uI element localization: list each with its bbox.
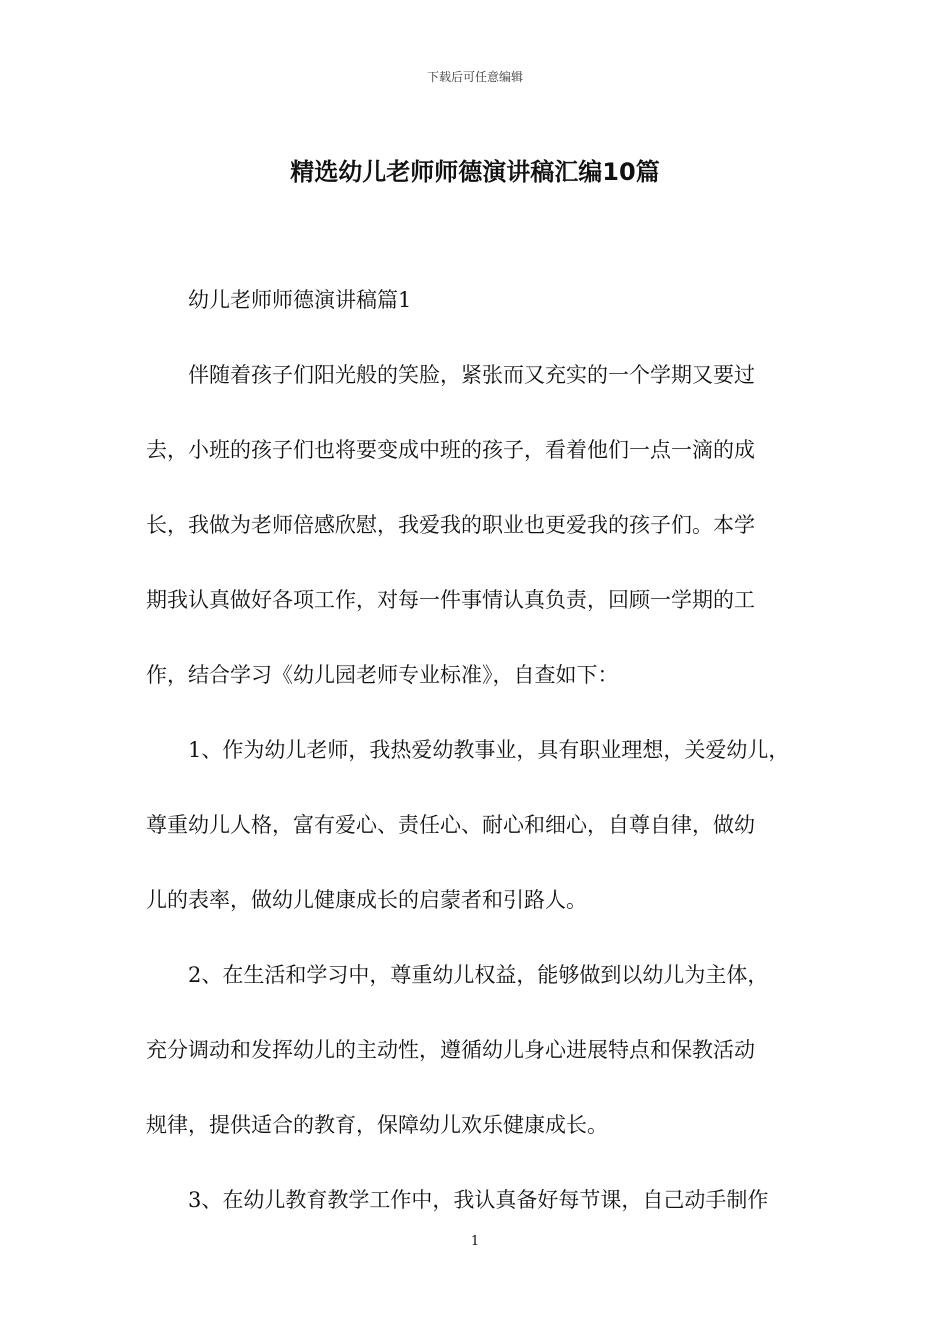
text-line: 作，结合学习《幼儿园老师专业标准》，自查如下： <box>146 663 619 687</box>
document-title: 精选幼儿老师师德演讲稿汇编10篇 <box>290 158 660 186</box>
text-line: 1、作为幼儿老师，我热爱幼教事业，具有职业理想，关爱幼儿， <box>188 738 790 762</box>
text-line: 期我认真做好各项工作，对每一件事情认真负责，回顾一学期的工 <box>146 588 755 612</box>
text-line: 长，我做为老师倍感欣慰，我爱我的职业也更爱我的孩子们。本学 <box>146 513 755 537</box>
text-line: 尊重幼儿人格，富有爱心、责任心、耐心和细心，自尊自律，做幼 <box>146 813 755 837</box>
header-note: 下载后可任意编辑 <box>426 70 523 84</box>
text-line: 3、在幼儿教育教学工作中，我认真备好每节课，自己动手制作 <box>188 1188 769 1212</box>
text-line: 规律，提供适合的教育，保障幼儿欢乐健康成长。 <box>146 1113 608 1137</box>
text-line: 充分调动和发挥幼儿的主动性，遵循幼儿身心进展特点和保教活动 <box>146 1038 755 1062</box>
text-line: 去，小班的孩子们也将要变成中班的孩子，看着他们一点一滴的成 <box>146 438 755 462</box>
text-line: 幼儿老师师德演讲稿篇1 <box>188 288 412 312</box>
text-line: 伴随着孩子们阳光般的笑脸，紧张而又充实的一个学期又要过 <box>188 363 755 387</box>
text-line: 2、在生活和学习中，尊重幼儿权益，能够做到以幼儿为主体， <box>188 963 769 987</box>
text-line: 儿的表率，做幼儿健康成长的启蒙者和引路人。 <box>146 888 587 912</box>
page-number: 1 <box>470 1234 480 1249</box>
